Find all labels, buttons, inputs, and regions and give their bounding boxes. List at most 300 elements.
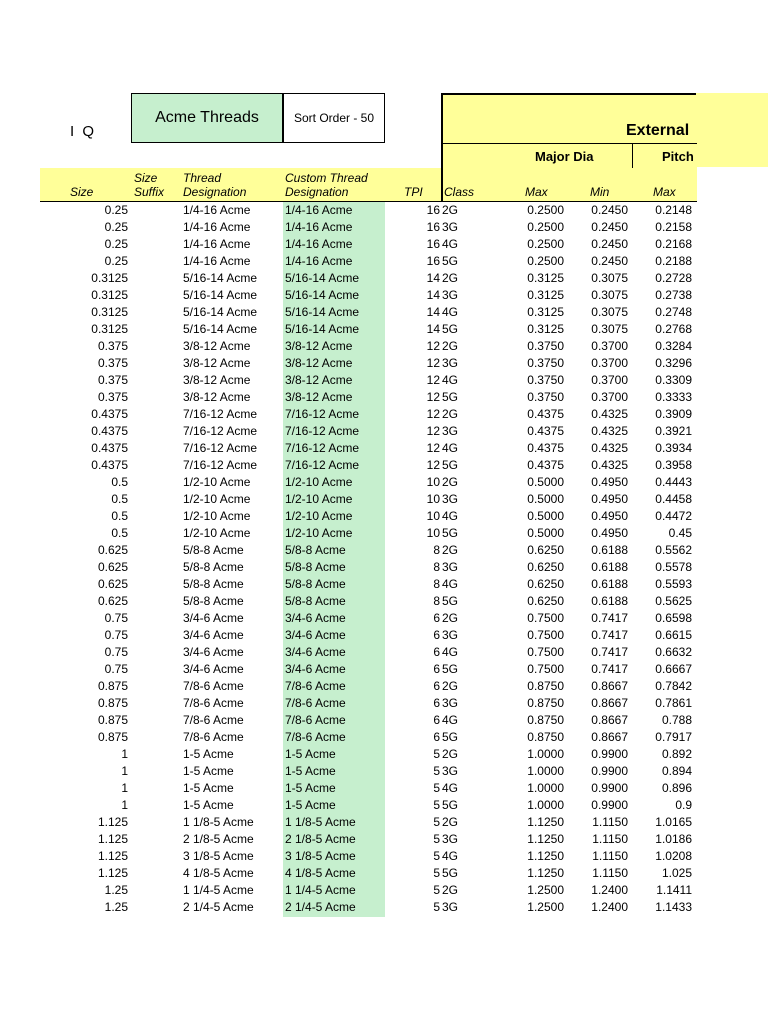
cell-size: 0.375 bbox=[97, 373, 128, 387]
cell-class: 4G bbox=[442, 645, 459, 659]
cell-major-min: 0.4325 bbox=[591, 441, 628, 455]
cell-major-max: 0.2500 bbox=[527, 220, 564, 234]
cell-major-min: 0.8667 bbox=[591, 730, 628, 744]
cell-class: 5G bbox=[442, 322, 459, 336]
table-row bbox=[40, 253, 692, 270]
cell-thread-designation: 7/8-6 Acme bbox=[183, 713, 244, 727]
cell-thread-designation: 1/4-16 Acme bbox=[183, 237, 251, 251]
cell-custom-designation: 3/8-12 Acme bbox=[285, 390, 353, 404]
col-header-major-max: Max bbox=[525, 185, 548, 199]
cell-major-max: 0.3125 bbox=[527, 271, 564, 285]
cell-class: 5G bbox=[442, 390, 459, 404]
cell-class: 5G bbox=[442, 458, 459, 472]
col-header-class: Class bbox=[444, 185, 475, 199]
cell-pitch-max: 0.2748 bbox=[655, 305, 692, 319]
table-row bbox=[40, 814, 692, 831]
cell-major-max: 0.8750 bbox=[527, 696, 564, 710]
cell-size-suffix bbox=[128, 491, 183, 508]
cell-custom-designation: 7/16-12 Acme bbox=[285, 407, 360, 421]
cell-size-suffix bbox=[128, 236, 183, 253]
cell-pitch-max: 0.892 bbox=[661, 747, 692, 761]
cell-major-min: 0.8667 bbox=[591, 696, 628, 710]
cell-size-suffix bbox=[128, 661, 183, 678]
cell-tpi: 5 bbox=[433, 764, 440, 778]
cell-pitch-max: 0.5578 bbox=[655, 560, 692, 574]
cell-tpi: 12 bbox=[426, 390, 440, 404]
cell-pitch-max: 0.6598 bbox=[655, 611, 692, 625]
cell-tpi: 6 bbox=[433, 713, 440, 727]
cell-major-max: 0.6250 bbox=[527, 543, 564, 557]
cell-major-max: 1.0000 bbox=[527, 781, 564, 795]
cell-major-max: 0.6250 bbox=[527, 560, 564, 574]
cell-size-suffix bbox=[128, 831, 183, 848]
cell-size-suffix bbox=[128, 542, 183, 559]
cell-major-min: 0.4950 bbox=[591, 492, 628, 506]
sheet-left-label: I Q bbox=[70, 123, 97, 140]
cell-major-min: 0.4950 bbox=[591, 526, 628, 540]
cell-major-min: 0.9900 bbox=[591, 747, 628, 761]
cell-major-max: 0.3125 bbox=[527, 322, 564, 336]
pitch-label: Pitch bbox=[662, 149, 694, 164]
cell-class: 2G bbox=[442, 883, 459, 897]
table-row bbox=[40, 848, 692, 865]
cell-major-max: 1.1250 bbox=[527, 866, 564, 880]
cell-major-max: 0.3750 bbox=[527, 373, 564, 387]
cell-tpi: 10 bbox=[426, 526, 440, 540]
cell-size-suffix bbox=[128, 593, 183, 610]
table-row bbox=[40, 236, 692, 253]
cell-size-suffix bbox=[128, 678, 183, 695]
cell-thread-designation: 2 1/4-5 Acme bbox=[183, 900, 254, 914]
cell-class: 4G bbox=[442, 305, 459, 319]
cell-major-min: 0.2450 bbox=[591, 254, 628, 268]
cell-custom-designation: 1/4-16 Acme bbox=[285, 254, 353, 268]
cell-thread-designation: 3/8-12 Acme bbox=[183, 373, 251, 387]
cell-size-suffix bbox=[128, 389, 183, 406]
cell-size: 0.4375 bbox=[91, 441, 128, 455]
cell-size: 0.4375 bbox=[91, 424, 128, 438]
cell-class: 3G bbox=[442, 288, 459, 302]
cell-thread-designation: 1-5 Acme bbox=[183, 798, 234, 812]
cell-size-suffix bbox=[128, 440, 183, 457]
cell-pitch-max: 0.3296 bbox=[655, 356, 692, 370]
cell-size: 1.125 bbox=[97, 866, 128, 880]
cell-tpi: 6 bbox=[433, 611, 440, 625]
cell-major-min: 0.4325 bbox=[591, 458, 628, 472]
cell-pitch-max: 0.3309 bbox=[655, 373, 692, 387]
cell-major-min: 0.7417 bbox=[591, 645, 628, 659]
table-row bbox=[40, 865, 692, 882]
cell-size: 0.75 bbox=[104, 628, 128, 642]
cell-tpi: 16 bbox=[426, 203, 440, 217]
cell-tpi: 12 bbox=[426, 458, 440, 472]
cell-major-min: 0.2450 bbox=[591, 220, 628, 234]
cell-tpi: 14 bbox=[426, 288, 440, 302]
cell-size: 0.25 bbox=[104, 203, 128, 217]
table-row bbox=[40, 491, 692, 508]
cell-tpi: 14 bbox=[426, 322, 440, 336]
cell-custom-designation: 5/16-14 Acme bbox=[285, 322, 360, 336]
cell-size-suffix bbox=[128, 355, 183, 372]
cell-major-min: 0.6188 bbox=[591, 594, 628, 608]
cell-pitch-max: 0.5562 bbox=[655, 543, 692, 557]
cell-major-max: 0.5000 bbox=[527, 526, 564, 540]
cell-major-max: 0.4375 bbox=[527, 458, 564, 472]
cell-tpi: 6 bbox=[433, 645, 440, 659]
cell-major-min: 0.4950 bbox=[591, 509, 628, 523]
cell-major-max: 0.7500 bbox=[527, 662, 564, 676]
cell-class: 3G bbox=[442, 560, 459, 574]
cell-size-suffix bbox=[128, 423, 183, 440]
cell-size: 1.125 bbox=[97, 815, 128, 829]
cell-pitch-max: 0.5593 bbox=[655, 577, 692, 591]
cell-custom-designation: 1 1/8-5 Acme bbox=[285, 815, 356, 829]
table-row bbox=[40, 661, 692, 678]
cell-pitch-max: 1.1433 bbox=[655, 900, 692, 914]
cell-pitch-max: 0.4458 bbox=[655, 492, 692, 506]
cell-major-min: 0.3700 bbox=[591, 339, 628, 353]
cell-thread-designation: 5/8-8 Acme bbox=[183, 577, 244, 591]
cell-tpi: 12 bbox=[426, 441, 440, 455]
cell-custom-designation: 5/8-8 Acme bbox=[285, 560, 346, 574]
cell-size-suffix bbox=[128, 627, 183, 644]
cell-major-min: 1.1150 bbox=[592, 866, 628, 880]
cell-custom-designation: 1/2-10 Acme bbox=[285, 492, 353, 506]
cell-size: 0.625 bbox=[97, 594, 128, 608]
cell-pitch-max: 0.2168 bbox=[655, 237, 692, 251]
cell-custom-designation: 7/8-6 Acme bbox=[285, 679, 346, 693]
cell-size: 0.3125 bbox=[91, 322, 128, 336]
cell-class: 2G bbox=[442, 407, 459, 421]
cell-size-suffix bbox=[128, 559, 183, 576]
cell-custom-designation: 5/8-8 Acme bbox=[285, 594, 346, 608]
cell-custom-designation: 3/4-6 Acme bbox=[285, 645, 346, 659]
cell-size: 1 bbox=[121, 798, 128, 812]
cell-class: 4G bbox=[442, 441, 459, 455]
cell-major-min: 0.3700 bbox=[591, 390, 628, 404]
cell-thread-designation: 5/16-14 Acme bbox=[183, 322, 258, 336]
table-row bbox=[40, 780, 692, 797]
cell-major-max: 1.1250 bbox=[527, 832, 564, 846]
table-row bbox=[40, 610, 692, 627]
cell-custom-designation: 5/8-8 Acme bbox=[285, 543, 346, 557]
right-yellow-block bbox=[696, 93, 768, 167]
cell-size: 0.25 bbox=[104, 220, 128, 234]
cell-pitch-max: 1.0186 bbox=[655, 832, 692, 846]
cell-major-max: 0.4375 bbox=[527, 424, 564, 438]
cell-size: 0.375 bbox=[97, 390, 128, 404]
cell-custom-designation: 5/16-14 Acme bbox=[285, 271, 360, 285]
cell-major-max: 0.5000 bbox=[527, 492, 564, 506]
cell-custom-designation: 1-5 Acme bbox=[285, 764, 336, 778]
cell-major-min: 0.9900 bbox=[591, 798, 628, 812]
cell-class: 5G bbox=[442, 254, 459, 268]
cell-custom-designation: 3/8-12 Acme bbox=[285, 356, 353, 370]
cell-class: 3G bbox=[442, 764, 459, 778]
cell-size: 1 bbox=[121, 781, 128, 795]
cell-major-min: 0.3075 bbox=[591, 322, 628, 336]
cell-size-suffix bbox=[128, 610, 183, 627]
acme-thread-table bbox=[40, 202, 692, 916]
cell-class: 2G bbox=[442, 815, 459, 829]
cell-major-min: 1.2400 bbox=[591, 883, 628, 897]
cell-tpi: 8 bbox=[433, 543, 440, 557]
cell-major-min: 0.7417 bbox=[591, 662, 628, 676]
table-row bbox=[40, 372, 692, 389]
cell-size: 1.125 bbox=[97, 832, 128, 846]
cell-major-min: 1.2400 bbox=[591, 900, 628, 914]
table-row bbox=[40, 593, 692, 610]
cell-major-max: 0.3750 bbox=[527, 356, 564, 370]
cell-tpi: 8 bbox=[433, 577, 440, 591]
cell-class: 4G bbox=[442, 373, 459, 387]
table-row bbox=[40, 338, 692, 355]
table-row bbox=[40, 202, 692, 219]
cell-thread-designation: 5/8-8 Acme bbox=[183, 594, 244, 608]
cell-thread-designation: 1-5 Acme bbox=[183, 781, 234, 795]
table-row bbox=[40, 627, 692, 644]
cell-pitch-max: 0.7917 bbox=[655, 730, 692, 744]
cell-size: 0.625 bbox=[97, 577, 128, 591]
cell-major-min: 0.9900 bbox=[591, 764, 628, 778]
cell-tpi: 16 bbox=[426, 237, 440, 251]
cell-major-min: 0.7417 bbox=[591, 611, 628, 625]
cell-major-max: 1.1250 bbox=[527, 815, 564, 829]
cell-size: 0.25 bbox=[104, 237, 128, 251]
cell-size: 0.3125 bbox=[91, 288, 128, 302]
cell-major-max: 0.5000 bbox=[527, 475, 564, 489]
cell-size: 0.625 bbox=[97, 543, 128, 557]
cell-size-suffix bbox=[128, 338, 183, 355]
cell-class: 2G bbox=[442, 203, 459, 217]
cell-size: 0.5 bbox=[111, 526, 128, 540]
cell-thread-designation: 3/8-12 Acme bbox=[183, 339, 251, 353]
cell-custom-designation: 1-5 Acme bbox=[285, 747, 336, 761]
cell-major-min: 0.6188 bbox=[591, 560, 628, 574]
cell-custom-designation: 1-5 Acme bbox=[285, 781, 336, 795]
cell-thread-designation: 5/16-14 Acme bbox=[183, 288, 258, 302]
cell-size: 0.625 bbox=[97, 560, 128, 574]
cell-size-suffix bbox=[128, 746, 183, 763]
col-header-tpi: TPI bbox=[404, 185, 423, 199]
cell-pitch-max: 0.2768 bbox=[655, 322, 692, 336]
cell-thread-designation: 1-5 Acme bbox=[183, 764, 234, 778]
cell-major-min: 1.1150 bbox=[592, 849, 628, 863]
cell-size: 1.25 bbox=[104, 883, 128, 897]
cell-major-max: 1.0000 bbox=[527, 764, 564, 778]
cell-class: 4G bbox=[442, 509, 459, 523]
cell-major-max: 0.4375 bbox=[527, 407, 564, 421]
cell-pitch-max: 0.6615 bbox=[655, 628, 692, 642]
cell-size-suffix bbox=[128, 457, 183, 474]
cell-size-suffix bbox=[128, 763, 183, 780]
cell-thread-designation: 1/2-10 Acme bbox=[183, 526, 251, 540]
cell-thread-designation: 7/16-12 Acme bbox=[183, 458, 258, 472]
cell-class: 3G bbox=[442, 424, 459, 438]
cell-thread-designation: 7/16-12 Acme bbox=[183, 424, 258, 438]
col-header-major-min: Min bbox=[590, 185, 610, 199]
cell-thread-designation: 1/4-16 Acme bbox=[183, 203, 251, 217]
table-row bbox=[40, 304, 692, 321]
cell-pitch-max: 1.025 bbox=[661, 866, 692, 880]
cell-thread-designation: 1/2-10 Acme bbox=[183, 509, 251, 523]
cell-tpi: 6 bbox=[433, 662, 440, 676]
cell-size-suffix bbox=[128, 797, 183, 814]
cell-major-max: 0.8750 bbox=[527, 679, 564, 693]
cell-thread-designation: 7/16-12 Acme bbox=[183, 441, 258, 455]
cell-custom-designation: 7/16-12 Acme bbox=[285, 441, 360, 455]
cell-class: 4G bbox=[442, 237, 459, 251]
cell-tpi: 16 bbox=[426, 220, 440, 234]
cell-major-min: 0.3700 bbox=[591, 373, 628, 387]
table-row bbox=[40, 406, 692, 423]
table-row bbox=[40, 542, 692, 559]
cell-size: 0.75 bbox=[104, 645, 128, 659]
cell-pitch-max: 0.4443 bbox=[655, 475, 692, 489]
cell-size: 0.875 bbox=[97, 679, 128, 693]
cell-tpi: 10 bbox=[426, 509, 440, 523]
cell-thread-designation: 5/16-14 Acme bbox=[183, 271, 258, 285]
sort-order-label: Sort Order - 50 bbox=[283, 93, 385, 143]
cell-custom-designation: 1/4-16 Acme bbox=[285, 237, 353, 251]
major-dia-label: Major Dia bbox=[535, 149, 594, 164]
cell-major-max: 1.2500 bbox=[527, 900, 564, 914]
cell-pitch-max: 0.896 bbox=[661, 781, 692, 795]
cell-size: 0.875 bbox=[97, 730, 128, 744]
cell-size-suffix bbox=[128, 695, 183, 712]
cell-tpi: 12 bbox=[426, 356, 440, 370]
cell-pitch-max: 0.4472 bbox=[655, 509, 692, 523]
cell-major-max: 1.2500 bbox=[527, 883, 564, 897]
cell-major-max: 0.2500 bbox=[527, 237, 564, 251]
sheet-title: Acme Threads bbox=[131, 93, 283, 143]
cell-custom-designation: 2 1/8-5 Acme bbox=[285, 832, 356, 846]
cell-class: 3G bbox=[442, 492, 459, 506]
cell-class: 2G bbox=[442, 611, 459, 625]
table-row bbox=[40, 559, 692, 576]
cell-custom-designation: 2 1/4-5 Acme bbox=[285, 900, 356, 914]
table-row bbox=[40, 440, 692, 457]
cell-major-min: 0.3075 bbox=[591, 271, 628, 285]
cell-tpi: 6 bbox=[433, 628, 440, 642]
col-header-size-suffix-2: Suffix bbox=[134, 185, 165, 199]
cell-custom-designation: 4 1/8-5 Acme bbox=[285, 866, 356, 880]
cell-size: 1.25 bbox=[104, 900, 128, 914]
cell-size-suffix bbox=[128, 321, 183, 338]
cell-thread-designation: 7/8-6 Acme bbox=[183, 730, 244, 744]
cell-tpi: 6 bbox=[433, 679, 440, 693]
cell-pitch-max: 0.3921 bbox=[655, 424, 692, 438]
subsection-divider bbox=[441, 143, 697, 144]
cell-size: 0.75 bbox=[104, 611, 128, 625]
cell-major-max: 0.6250 bbox=[527, 577, 564, 591]
cell-tpi: 12 bbox=[426, 407, 440, 421]
cell-custom-designation: 7/8-6 Acme bbox=[285, 696, 346, 710]
cell-size-suffix bbox=[128, 202, 183, 219]
cell-pitch-max: 0.45 bbox=[668, 526, 692, 540]
cell-tpi: 8 bbox=[433, 594, 440, 608]
cell-thread-designation: 1/4-16 Acme bbox=[183, 254, 251, 268]
col-header-size-suffix-1: Size bbox=[134, 171, 158, 185]
cell-custom-designation: 3/8-12 Acme bbox=[285, 339, 353, 353]
cell-tpi: 5 bbox=[433, 815, 440, 829]
cell-class: 4G bbox=[442, 781, 459, 795]
cell-size-suffix bbox=[128, 287, 183, 304]
col-header-custom-2: Designation bbox=[285, 185, 349, 199]
cell-pitch-max: 0.9 bbox=[675, 798, 692, 812]
cell-thread-designation: 7/8-6 Acme bbox=[183, 696, 244, 710]
col-header-custom-1: Custom Thread bbox=[285, 171, 368, 185]
cell-size: 0.375 bbox=[97, 356, 128, 370]
cell-tpi: 14 bbox=[426, 271, 440, 285]
cell-size-suffix bbox=[128, 576, 183, 593]
cell-custom-designation: 1/2-10 Acme bbox=[285, 475, 353, 489]
cell-major-max: 1.0000 bbox=[527, 747, 564, 761]
cell-custom-designation: 3/4-6 Acme bbox=[285, 611, 346, 625]
cell-pitch-max: 0.7842 bbox=[655, 679, 692, 693]
cell-class: 2G bbox=[442, 475, 459, 489]
cell-tpi: 5 bbox=[433, 798, 440, 812]
cell-size: 0.25 bbox=[104, 254, 128, 268]
cell-thread-designation: 1 1/8-5 Acme bbox=[183, 815, 254, 829]
cell-thread-designation: 4 1/8-5 Acme bbox=[183, 866, 254, 880]
cell-thread-designation: 1 1/4-5 Acme bbox=[183, 883, 254, 897]
table-row bbox=[40, 270, 692, 287]
cell-class: 3G bbox=[442, 696, 459, 710]
cell-thread-designation: 3/4-6 Acme bbox=[183, 645, 244, 659]
cell-major-min: 0.4325 bbox=[591, 424, 628, 438]
cell-class: 5G bbox=[442, 526, 459, 540]
cell-pitch-max: 0.2738 bbox=[655, 288, 692, 302]
cell-major-max: 0.3750 bbox=[527, 339, 564, 353]
cell-class: 4G bbox=[442, 849, 459, 863]
cell-major-min: 0.8667 bbox=[591, 713, 628, 727]
cell-major-max: 0.4375 bbox=[527, 441, 564, 455]
cell-major-max: 0.2500 bbox=[527, 254, 564, 268]
cell-pitch-max: 0.3909 bbox=[655, 407, 692, 421]
cell-thread-designation: 1/2-10 Acme bbox=[183, 475, 251, 489]
cell-custom-designation: 7/16-12 Acme bbox=[285, 458, 360, 472]
cell-thread-designation: 1/2-10 Acme bbox=[183, 492, 251, 506]
cell-size-suffix bbox=[128, 712, 183, 729]
cell-major-max: 0.6250 bbox=[527, 594, 564, 608]
cell-major-min: 0.2450 bbox=[591, 203, 628, 217]
cell-custom-designation: 1/2-10 Acme bbox=[285, 509, 353, 523]
table-row bbox=[40, 882, 692, 899]
table-row bbox=[40, 287, 692, 304]
cell-size-suffix bbox=[128, 644, 183, 661]
table-row bbox=[40, 746, 692, 763]
cell-tpi: 8 bbox=[433, 560, 440, 574]
cell-class: 5G bbox=[442, 662, 459, 676]
cell-custom-designation: 1 1/4-5 Acme bbox=[285, 883, 356, 897]
cell-custom-designation: 3/4-6 Acme bbox=[285, 662, 346, 676]
cell-major-max: 0.7500 bbox=[527, 645, 564, 659]
table-row bbox=[40, 525, 692, 542]
cell-tpi: 10 bbox=[426, 492, 440, 506]
cell-tpi: 5 bbox=[433, 747, 440, 761]
table-row bbox=[40, 797, 692, 814]
cell-class: 2G bbox=[442, 271, 459, 285]
cell-thread-designation: 7/16-12 Acme bbox=[183, 407, 258, 421]
cell-pitch-max: 1.0208 bbox=[655, 849, 692, 863]
cell-size: 0.375 bbox=[97, 339, 128, 353]
cell-thread-designation: 3/8-12 Acme bbox=[183, 356, 251, 370]
cell-class: 5G bbox=[442, 866, 459, 880]
cell-tpi: 10 bbox=[426, 475, 440, 489]
table-row bbox=[40, 831, 692, 848]
cell-class: 5G bbox=[442, 594, 459, 608]
